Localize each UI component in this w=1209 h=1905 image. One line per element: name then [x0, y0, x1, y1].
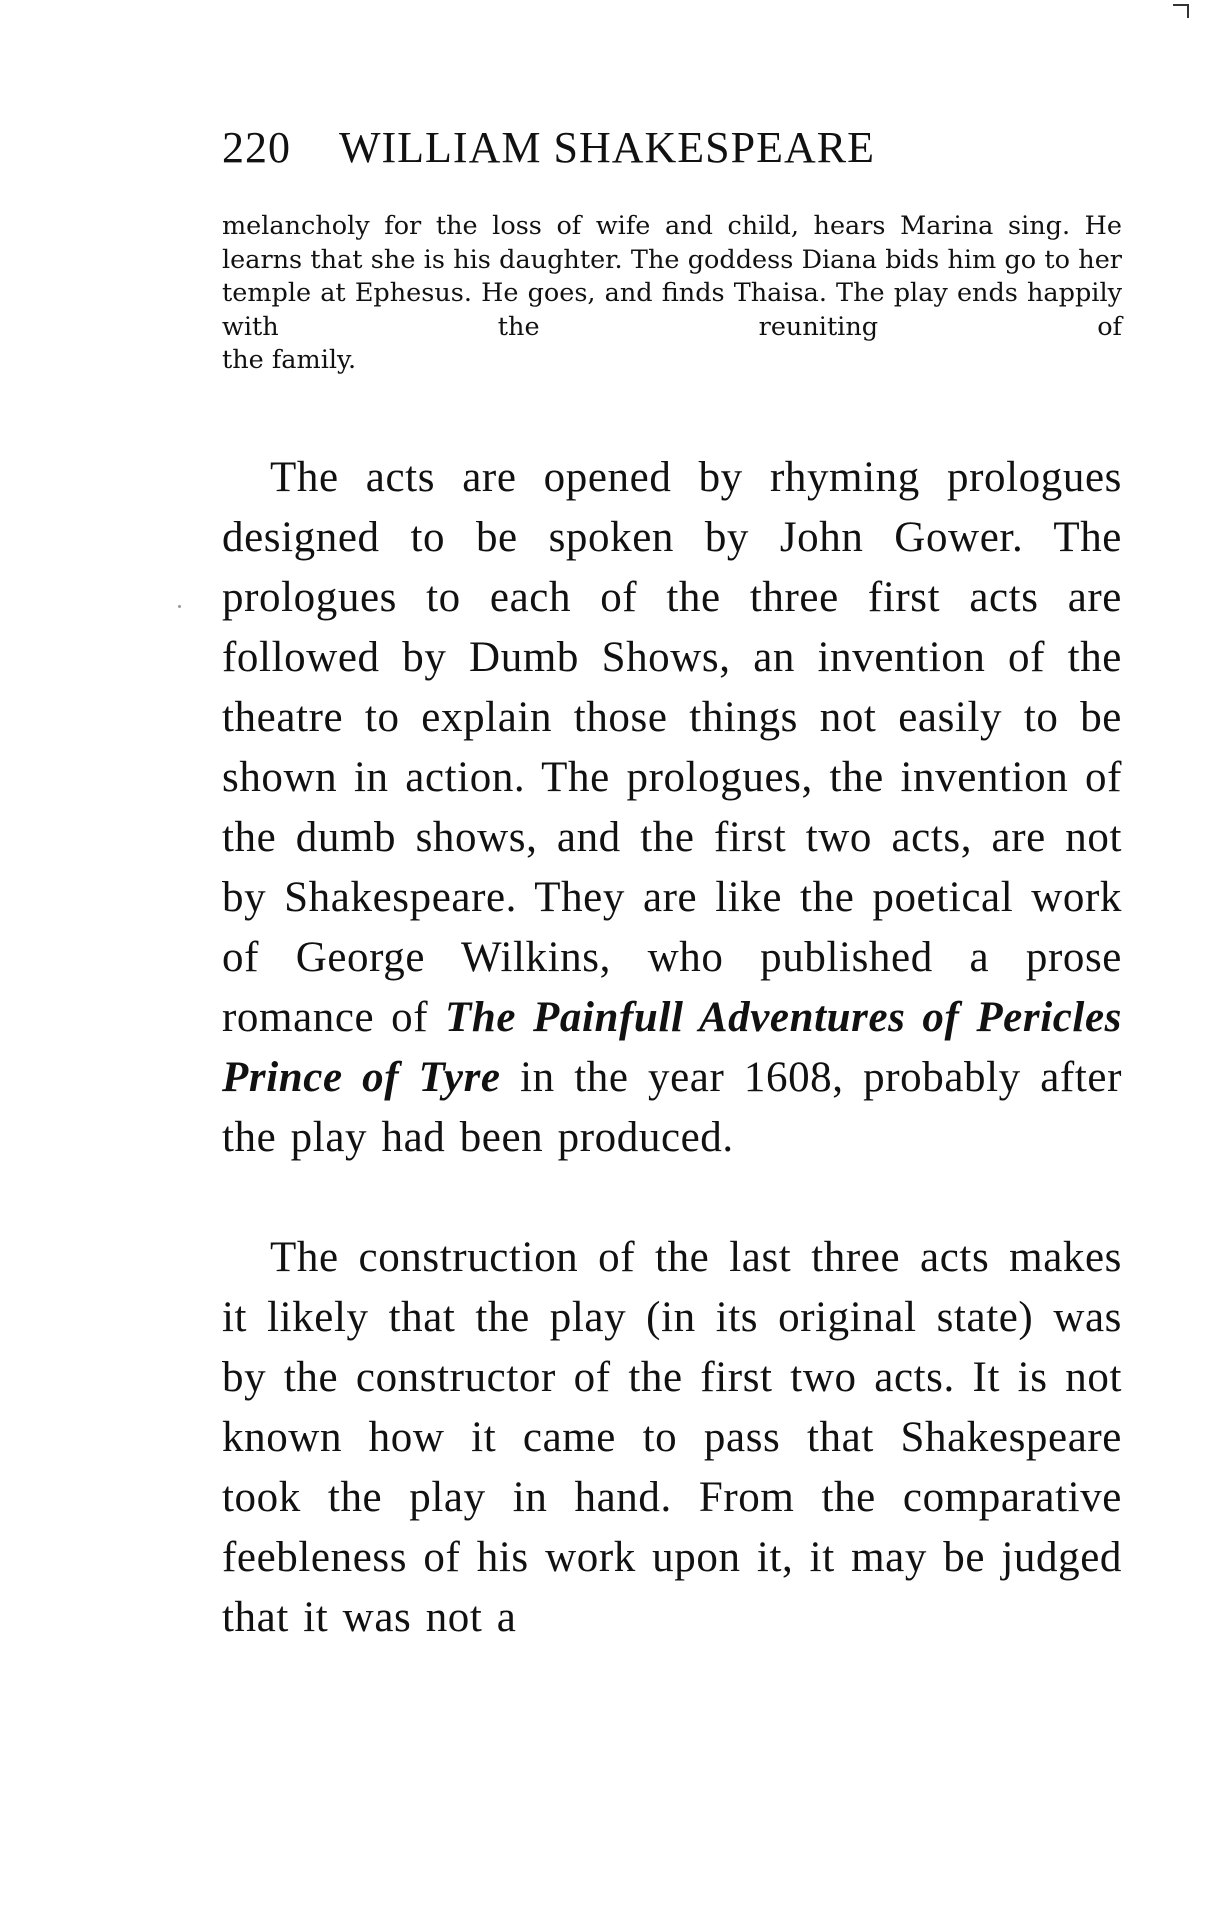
play-summary-paragraph	[222, 210, 1122, 378]
summary-text: melancholy for the loss of wife and child, hears Marina sing. He learns that she is his daughter. The goddess Diana bids him go to her temple at Ephesus. He goes, and finds Thaisa. The play ends happily with the reuniting of	[222, 211, 1122, 342]
page-number: 220	[222, 123, 291, 172]
book-title: The Painfull Adventures of Pericles Prince of Tyre	[222, 994, 1122, 1101]
paragraph1-text-start: The acts are opened by rhyming prologues designed to be spoken by John Gower. The prologues to each of the three first acts are followed by Dumb Shows, an invention of the theatre to explain those things not easily to be shown in action. The prologues, the invention of the dumb shows, and the first two acts, are not by Shakespeare. They are like the poetical work of George Wilkins, who published a prose romance of	[222, 454, 1122, 1041]
scan-speck	[178, 605, 181, 608]
paragraph2-text: The construction of the last three acts makes it likely that the play (in its original state) was by the constructor of the first two acts. It is not known how it came to pass that Shakespeare took the play in hand. From the comparative feebleness of his work upon it, it may be judged that it was not a	[222, 1234, 1122, 1641]
paragraph1-text-end: in the year 1608, probably after the play had been produced.	[222, 1054, 1122, 1161]
body-paragraph-construction	[222, 1228, 1122, 1648]
running-header	[222, 122, 1122, 182]
summary-last-line: the family.	[222, 345, 357, 375]
corner-scan-mark	[1173, 4, 1189, 18]
running-title: WILLIAM SHAKESPEARE	[339, 123, 875, 172]
body-paragraph-prologues	[222, 448, 1122, 1168]
